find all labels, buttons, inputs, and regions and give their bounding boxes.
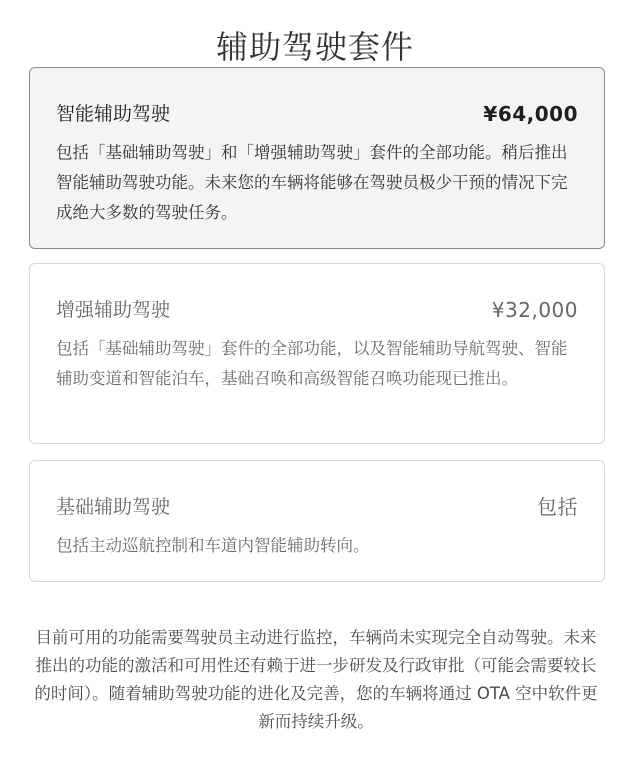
option-description: 包括「基础辅助驾驶」套件的全部功能，以及智能辅助导航驾驶、智能辅助变道和智能泊车，基础召唤和高级智能召唤功能现已推出。 [56,339,568,388]
option-card-enhanced-autopilot[interactable] [29,263,605,444]
option-description: 包括主动巡航控制和车道内智能辅助转向。 [56,536,370,555]
option-price: 包括 [537,495,578,519]
option-card-full-self-driving[interactable] [29,67,605,249]
option-name: 增强辅助驾驶 [56,299,171,321]
option-name: 基础辅助驾驶 [56,496,171,518]
disclaimer-note: 目前可用的功能需要驾驶员主动进行监控，车辆尚未实现完全自动驾驶。未来推出的功能的激活和可用性还有赖于进一步研发及行政审批（可能会需要较长的时间）。随着辅助驾驶功能的进化及完善，您的车辆将通过 OTA 空中软件更新而持续升级。 [34,628,598,731]
option-header [56,296,578,324]
page-title: 辅助驾驶套件 [215,28,414,66]
option-price: ¥32,000 [491,298,578,322]
option-price: ¥64,000 [483,102,578,126]
option-header [56,100,578,128]
option-description: 包括「基础辅助驾驶」和「增强辅助驾驶」套件的全部功能。稍后推出智能辅助驾驶功能。未来您的车辆将能够在驾驶员极少干预的情况下完成绝大多数的驾驶任务。 [56,143,568,222]
option-header [56,493,578,521]
option-card-basic-autopilot[interactable] [29,460,605,582]
option-name: 智能辅助驾驶 [56,103,171,125]
